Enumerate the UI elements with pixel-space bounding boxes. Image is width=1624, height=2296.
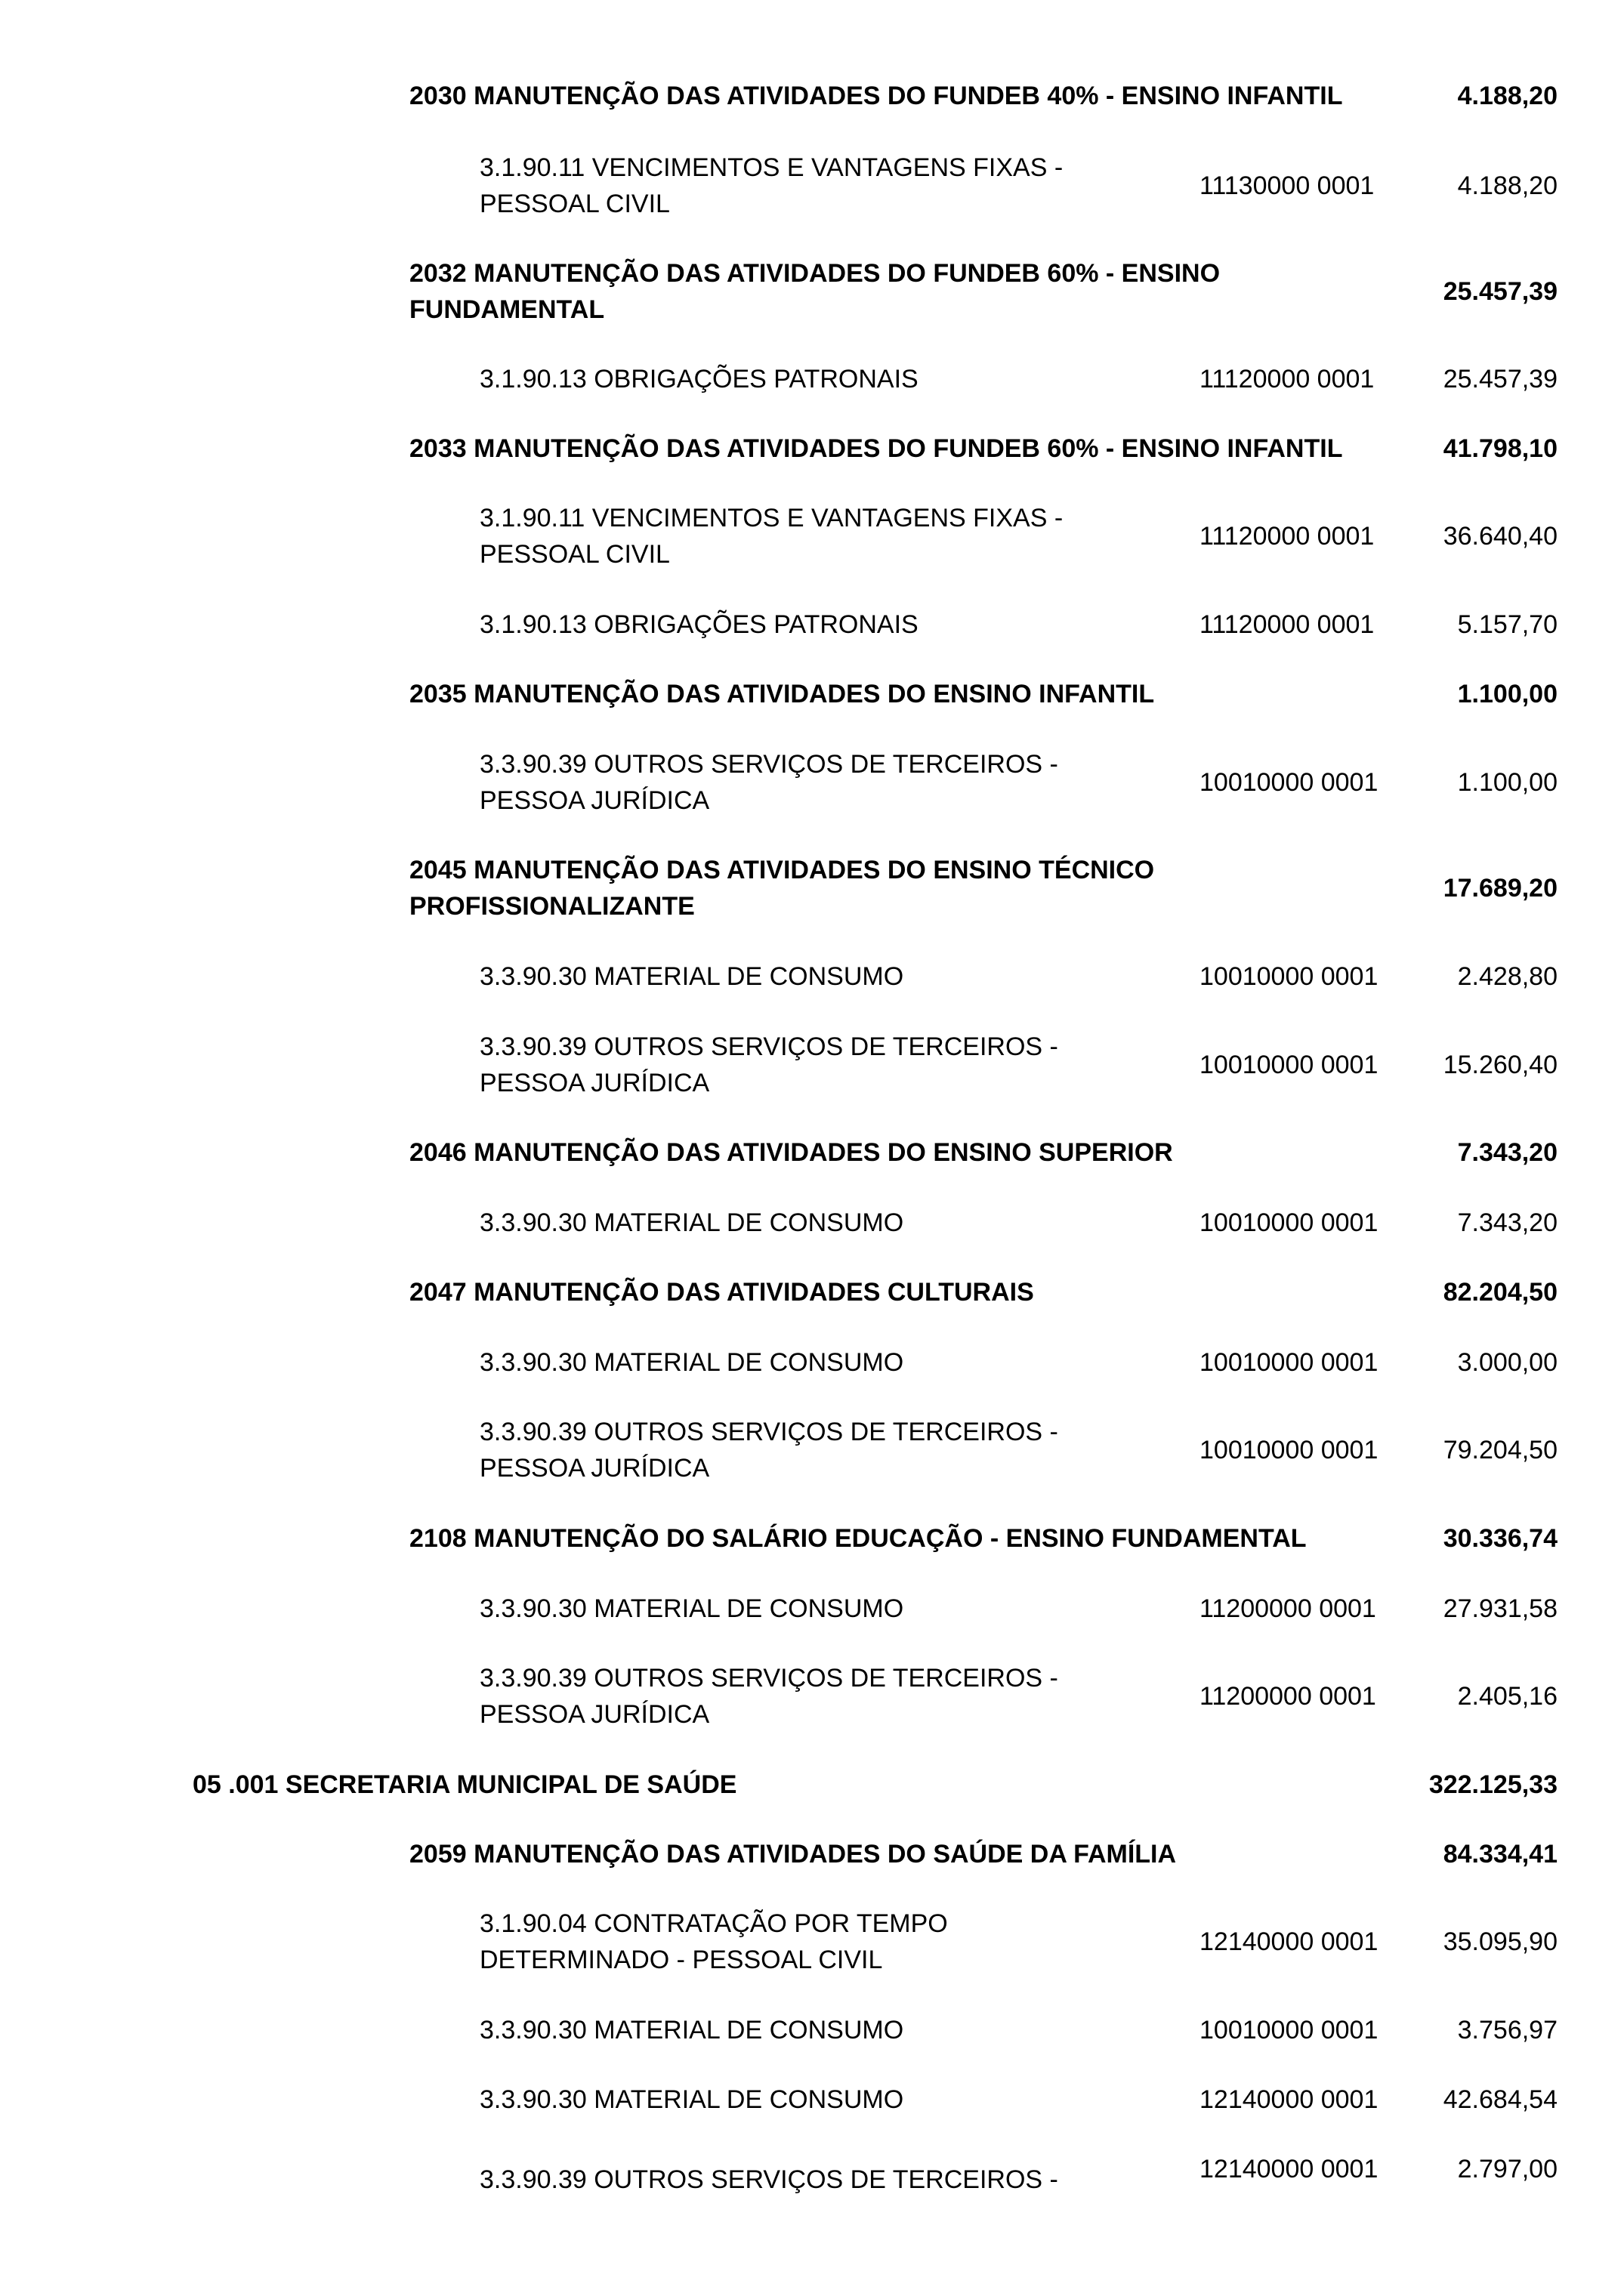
item-value: 79.204,50 bbox=[1443, 1436, 1558, 1464]
item-value: 25.457,39 bbox=[1443, 365, 1558, 393]
item-description: 3.3.90.30 MATERIAL DE CONSUMO bbox=[480, 2085, 904, 2114]
item-value: 3.756,97 bbox=[1457, 2016, 1558, 2044]
item-resource-code: 10010000 0001 bbox=[1199, 768, 1379, 797]
item-resource-code: 11120000 0001 bbox=[1199, 365, 1375, 393]
item-description: 3.3.90.39 OUTROS SERVIÇOS DE TERCEIROS - bbox=[480, 2165, 1058, 2194]
item-value: 2.405,16 bbox=[1457, 1682, 1558, 1711]
action-description-line2: PROFISSIONALIZANTE bbox=[409, 892, 695, 921]
item-description-line2: PESSOA JURÍDICA bbox=[480, 1454, 710, 1483]
item-description: 3.3.90.30 MATERIAL DE CONSUMO bbox=[480, 1594, 904, 1623]
item-value: 42.684,54 bbox=[1443, 2085, 1558, 2114]
item-resource-code: 11200000 0001 bbox=[1199, 1594, 1376, 1623]
item-resource-code: 11120000 0001 bbox=[1199, 610, 1375, 639]
action-total: 7.343,20 bbox=[1457, 1138, 1558, 1167]
item-value: 15.260,40 bbox=[1443, 1051, 1558, 1079]
action-total: 82.204,50 bbox=[1443, 1278, 1558, 1307]
action-total: 17.689,20 bbox=[1443, 874, 1558, 903]
item-description-line1: 3.3.90.39 OUTROS SERVIÇOS DE TERCEIROS - bbox=[480, 1032, 1058, 1061]
item-description-line1: 3.1.90.11 VENCIMENTOS E VANTAGENS FIXAS - bbox=[480, 504, 1064, 532]
action-total: 41.798,10 bbox=[1443, 434, 1558, 463]
item-resource-code: 12140000 0001 bbox=[1199, 1927, 1379, 1956]
item-resource-code: 12140000 0001 bbox=[1199, 2085, 1379, 2114]
item-description-line2: DETERMINADO - PESSOAL CIVIL bbox=[480, 1946, 883, 1974]
action-total: 30.336,74 bbox=[1443, 1524, 1558, 1553]
item-resource-code: 10010000 0001 bbox=[1199, 1051, 1379, 1079]
item-description-line2: PESSOAL CIVIL bbox=[480, 190, 670, 218]
item-value: 35.095,90 bbox=[1443, 1927, 1558, 1956]
action-description: 2035 MANUTENÇÃO DAS ATIVIDADES DO ENSINO INFANTIL bbox=[409, 680, 1155, 708]
item-resource-code: 11130000 0001 bbox=[1199, 171, 1375, 200]
item-resource-code: 10010000 0001 bbox=[1199, 1436, 1379, 1464]
item-description-line1: 3.1.90.04 CONTRATAÇÃO POR TEMPO bbox=[480, 1909, 948, 1938]
item-value: 7.343,20 bbox=[1457, 1208, 1558, 1237]
action-description: 2030 MANUTENÇÃO DAS ATIVIDADES DO FUNDEB 40% - ENSINO INFANTIL bbox=[409, 82, 1343, 110]
action-total: 1.100,00 bbox=[1457, 680, 1558, 708]
item-description-line1: 3.3.90.39 OUTROS SERVIÇOS DE TERCEIROS - bbox=[480, 1664, 1058, 1693]
action-total: 84.334,41 bbox=[1443, 1840, 1558, 1869]
action-description-line1: 2045 MANUTENÇÃO DAS ATIVIDADES DO ENSINO TÉCNICO bbox=[409, 856, 1155, 884]
item-description: 3.3.90.30 MATERIAL DE CONSUMO bbox=[480, 1348, 904, 1377]
item-description: 3.3.90.30 MATERIAL DE CONSUMO bbox=[480, 1208, 904, 1237]
unit-description: 05 .001 SECRETARIA MUNICIPAL DE SAÚDE bbox=[193, 1770, 737, 1799]
item-value: 27.931,58 bbox=[1443, 1594, 1558, 1623]
item-description: 3.3.90.30 MATERIAL DE CONSUMO bbox=[480, 2016, 904, 2044]
item-description-line2: PESSOAL CIVIL bbox=[480, 540, 670, 569]
item-resource-code: 10010000 0001 bbox=[1199, 1348, 1379, 1377]
action-description: 2108 MANUTENÇÃO DO SALÁRIO EDUCAÇÃO - ENSINO FUNDAMENTAL bbox=[409, 1524, 1307, 1553]
item-description-line2: PESSOA JURÍDICA bbox=[480, 1700, 710, 1729]
action-description-line1: 2032 MANUTENÇÃO DAS ATIVIDADES DO FUNDEB 60% - ENSINO bbox=[409, 259, 1221, 288]
item-value: 3.000,00 bbox=[1457, 1348, 1558, 1377]
action-total: 4.188,20 bbox=[1457, 82, 1558, 110]
item-resource-code: 11200000 0001 bbox=[1199, 1682, 1376, 1711]
item-description-line1: 3.3.90.39 OUTROS SERVIÇOS DE TERCEIROS - bbox=[480, 750, 1058, 779]
item-description-line1: 3.1.90.11 VENCIMENTOS E VANTAGENS FIXAS - bbox=[480, 153, 1064, 182]
item-description: 3.1.90.13 OBRIGAÇÕES PATRONAIS bbox=[480, 610, 919, 639]
item-description-line2: PESSOA JURÍDICA bbox=[480, 786, 710, 815]
item-resource-code: 11120000 0001 bbox=[1199, 522, 1375, 551]
action-description-line2: FUNDAMENTAL bbox=[409, 295, 605, 324]
item-description: 3.1.90.13 OBRIGAÇÕES PATRONAIS bbox=[480, 365, 919, 393]
item-description-line1: 3.3.90.39 OUTROS SERVIÇOS DE TERCEIROS - bbox=[480, 1418, 1058, 1446]
unit-total: 322.125,33 bbox=[1428, 1770, 1558, 1799]
item-value: 5.157,70 bbox=[1457, 610, 1558, 639]
action-description: 2047 MANUTENÇÃO DAS ATIVIDADES CULTURAIS bbox=[409, 1278, 1034, 1307]
item-resource-code: 10010000 0001 bbox=[1199, 962, 1379, 991]
item-description: 3.3.90.30 MATERIAL DE CONSUMO bbox=[480, 962, 904, 991]
item-value: 1.100,00 bbox=[1457, 768, 1558, 797]
action-description: 2059 MANUTENÇÃO DAS ATIVIDADES DO SAÚDE DA FAMÍLIA bbox=[409, 1840, 1177, 1869]
item-value: 36.640,40 bbox=[1443, 522, 1558, 551]
item-value: 4.188,20 bbox=[1457, 171, 1558, 200]
item-resource-code: 12140000 0001 bbox=[1199, 2155, 1379, 2183]
action-description: 2033 MANUTENÇÃO DAS ATIVIDADES DO FUNDEB 60% - ENSINO INFANTIL bbox=[409, 434, 1343, 463]
action-total: 25.457,39 bbox=[1443, 277, 1558, 306]
item-description-line2: PESSOA JURÍDICA bbox=[480, 1069, 710, 1097]
item-resource-code: 10010000 0001 bbox=[1199, 1208, 1379, 1237]
item-resource-code: 10010000 0001 bbox=[1199, 2016, 1379, 2044]
item-value: 2.428,80 bbox=[1457, 962, 1558, 991]
action-description: 2046 MANUTENÇÃO DAS ATIVIDADES DO ENSINO SUPERIOR bbox=[409, 1138, 1173, 1167]
item-value: 2.797,00 bbox=[1457, 2155, 1558, 2183]
